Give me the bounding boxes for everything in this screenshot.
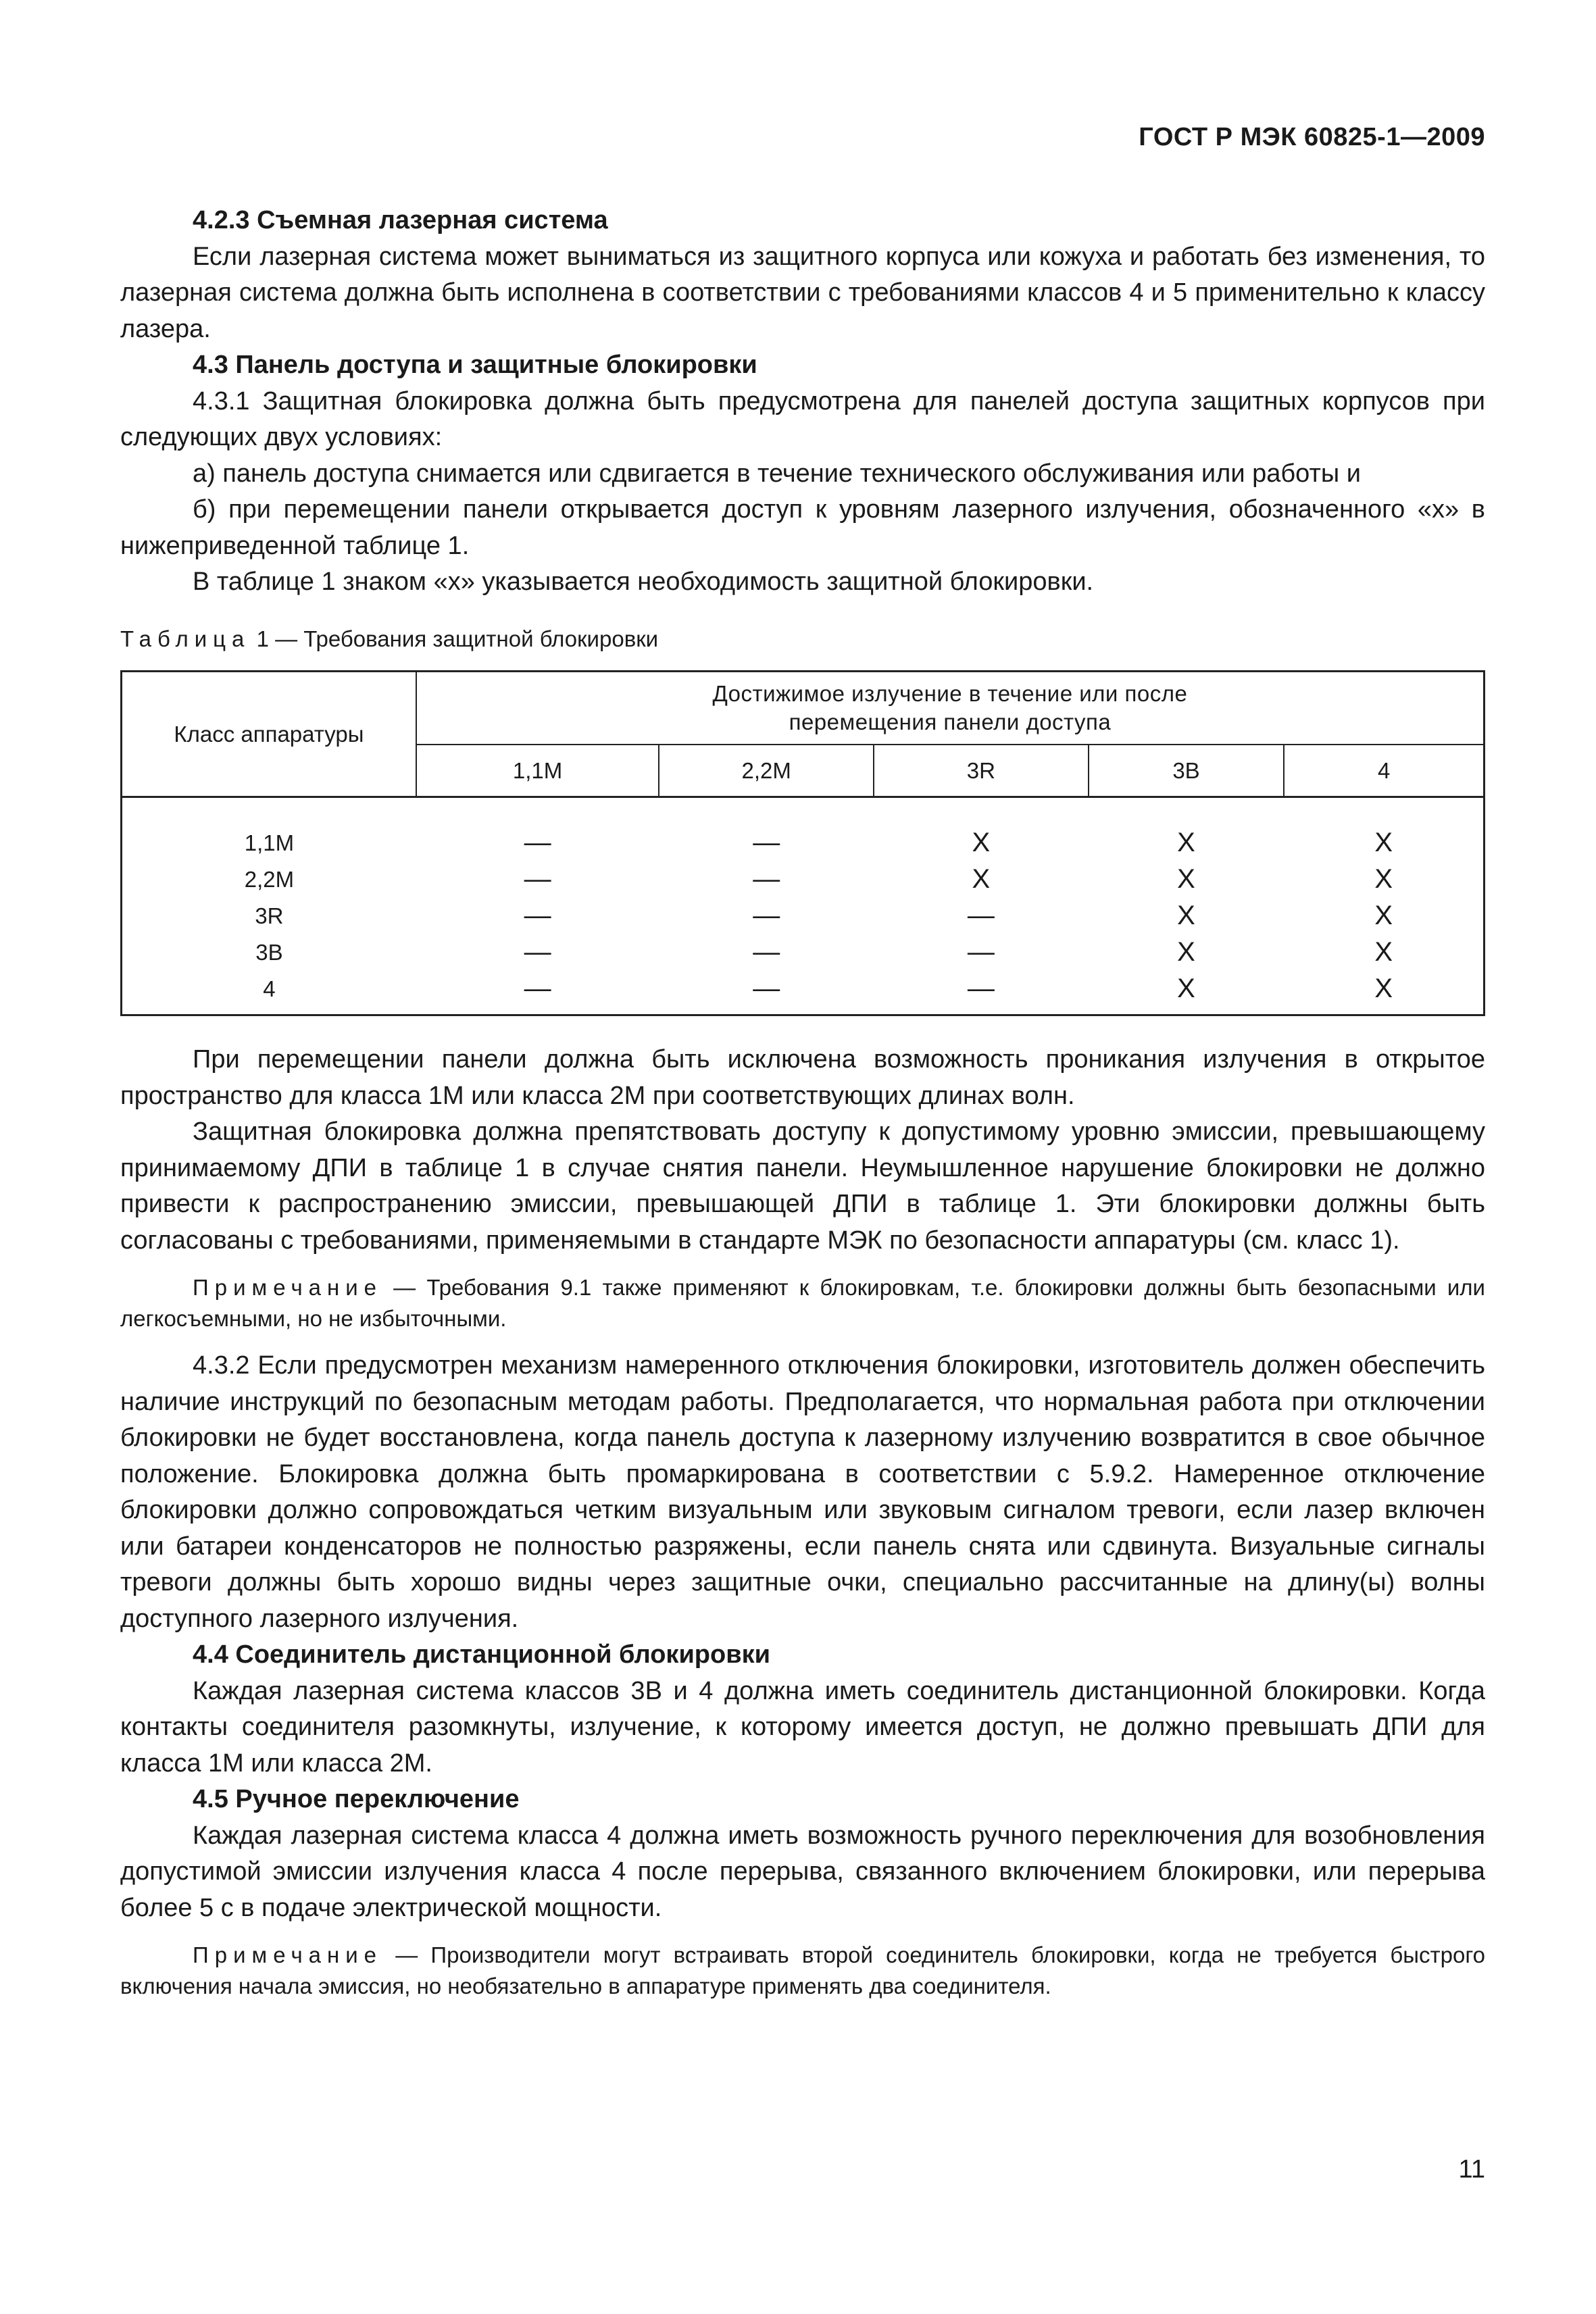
table-cell: —	[524, 901, 551, 931]
paragraph-4-2-3: Если лазерная система может выниматься из защитного корпуса или кожуха и работать без изменения, то лазерная система должна быть исполнена в соответствии с требованиями классов 4 и 5 применительно к классу лазера.	[120, 242, 1485, 343]
table-cell: X	[1374, 974, 1393, 1004]
table-cell: —	[524, 828, 551, 858]
row-class: 3R	[255, 903, 284, 929]
note-text: — Требования 9.1 также применяют к блокировкам, т.е. блокировки должны быть безопасными или легкосъемными, но не избыточными.	[120, 1275, 1485, 1331]
table-cell: —	[753, 974, 780, 1004]
heading-4-2-3: 4.2.3 Съемная лазерная система	[193, 206, 608, 234]
paragraph-after-table-2: Защитная блокировка должна препятствовать доступу к допустимому уровню эмиссии, превышающему принимаемому ДПИ в таблице 1 в случае снятия панели. Неумышленное нарушение блокировки не должно привести к распространению эмиссии, превышающей ДПИ в таблице 1. Эти блокировки должны быть согласованы с требованиями, применяемыми в стандарте МЭК по безопасности аппаратуры (см. класс 1).	[120, 1117, 1485, 1255]
heading-4-4: 4.4 Соединитель дистанционной блокировки	[193, 1640, 770, 1669]
paragraph-table-ref: В таблице 1 знаком «х» указывается необходимость защитной блокировки.	[193, 568, 1094, 596]
table-cell: X	[1177, 901, 1195, 931]
document-code: ГОСТ Р МЭК 60825-1—2009	[1139, 123, 1485, 151]
row-class: 4	[263, 976, 276, 1002]
list-item-a: а) панель доступа снимается или сдвигается в течение технического обслуживания или работы и	[193, 459, 1361, 488]
heading-4-5: 4.5 Ручное переключение	[193, 1785, 520, 1813]
table-cell: —	[967, 901, 995, 931]
table-cell: X	[972, 864, 991, 895]
table-cell: —	[753, 864, 780, 895]
document-body	[120, 203, 1485, 2002]
table-cell: —	[753, 937, 780, 967]
table-row	[122, 898, 1485, 934]
row-class: 1,1M	[244, 830, 295, 856]
table-cell: X	[1177, 974, 1195, 1004]
table-cell: X	[1374, 937, 1393, 967]
table-cell: X	[1374, 901, 1393, 931]
paragraph-4-3-2: 4.3.2 Если предусмотрен механизм намеренного отключения блокировки, изготовитель должен обеспечить наличие инструкций по безопасным методам работы. Предполагается, что нормальная работа при отключении блокировки не будет восстановлена, когда панель доступа к лазерному излучению возвратится в свое обычное положение. Блокировка должна быть промаркирована в соответствии с 5.9.2. Намеренное отключение блокировки должно сопровождаться четким визуальным или звуковым сигналом тревоги, если лазер включен или батареи конденсаторов не полностью разряжены, если панель снята или сдвинута. Визуальные сигналы тревоги должны быть хорошо видны через защитные очки, специально рассчитанные на длину(ы) волны доступного лазерного излучения.	[120, 1351, 1485, 1633]
paragraph-4-5: Каждая лазерная система класса 4 должна иметь возможность ручного переключения для возобновления допустимой эмиссии излучения класса 4 после перерыва, связанного включением блокировки, или перерыва более 5 с в подаче электрической мощности.	[120, 1821, 1485, 1922]
note-manual-reset	[120, 1940, 1485, 2002]
group-header-emission: Достижимое излучение в течение или после перемещения панели доступа	[416, 672, 1485, 745]
table-cell: —	[753, 901, 780, 931]
table-row	[122, 971, 1485, 1015]
table-caption-text: 1 — Требования защитной блокировки	[256, 626, 659, 651]
table-cell: —	[753, 828, 780, 858]
note-interlock	[120, 1272, 1485, 1334]
table-row	[122, 934, 1485, 971]
list-item-b: б) при перемещении панели открывается доступ к уровням лазерного излучения, обозначенного «х» в нижеприведенной таблице 1.	[120, 495, 1485, 560]
page-number: 11	[1458, 2155, 1485, 2184]
column-header: 3R	[874, 745, 1089, 797]
paragraph-4-4: Каждая лазерная система классов 3В и 4 должна иметь соединитель дистанционной блокировки. Когда контакты соединителя разомкнуты, излучение, к которому имеется доступ, не должно превышать ДПИ для класса 1М или класса 2М.	[120, 1676, 1485, 1778]
column-header: 4	[1284, 745, 1484, 797]
table-row	[122, 821, 1485, 861]
paragraph-4-3-1: 4.3.1 Защитная блокировка должна быть предусмотрена для панелей доступа защитных корпусов при следующих двух условиях:	[120, 386, 1485, 451]
table-cell: X	[1177, 864, 1195, 895]
column-header: 2,2M	[659, 745, 874, 797]
row-class: 2,2M	[244, 867, 295, 892]
table-cell: —	[524, 864, 551, 895]
interlock-requirements-table	[120, 670, 1485, 1016]
column-header: 1,1M	[416, 745, 659, 797]
table-cell: X	[1177, 937, 1195, 967]
heading-4-3: 4.3 Панель доступа и защитные блокировки	[193, 351, 757, 379]
table-cell: X	[1374, 828, 1393, 858]
note-label: Примечание	[193, 1942, 383, 1967]
row-header-class: Класс аппаратуры	[122, 672, 416, 797]
table-cell: —	[524, 974, 551, 1004]
note-text: — Производители могут встраивать второй соединитель блокировки, когда не требуется быстрого включения начала эмиссия, но необязательно в аппаратуре применять два соединителя.	[120, 1942, 1485, 1998]
table-cell: X	[1177, 828, 1195, 858]
table-separator	[122, 797, 1485, 822]
table-row	[122, 861, 1485, 898]
table-cell: —	[524, 937, 551, 967]
table-cell: X	[972, 828, 991, 858]
table-cell: X	[1374, 864, 1393, 895]
table-cell: —	[967, 974, 995, 1004]
table-caption	[120, 621, 1485, 657]
paragraph-after-table-1: При перемещении панели должна быть исключена возможность проникания излучения в открытое пространство для класса 1М или класса 2М при соответствующих длинах волн.	[120, 1045, 1485, 1110]
table-caption-label: Таблица	[120, 626, 251, 651]
table-cell: —	[967, 937, 995, 967]
note-label: Примечание	[193, 1275, 383, 1300]
row-class: 3B	[255, 940, 283, 965]
column-header: 3B	[1089, 745, 1285, 797]
